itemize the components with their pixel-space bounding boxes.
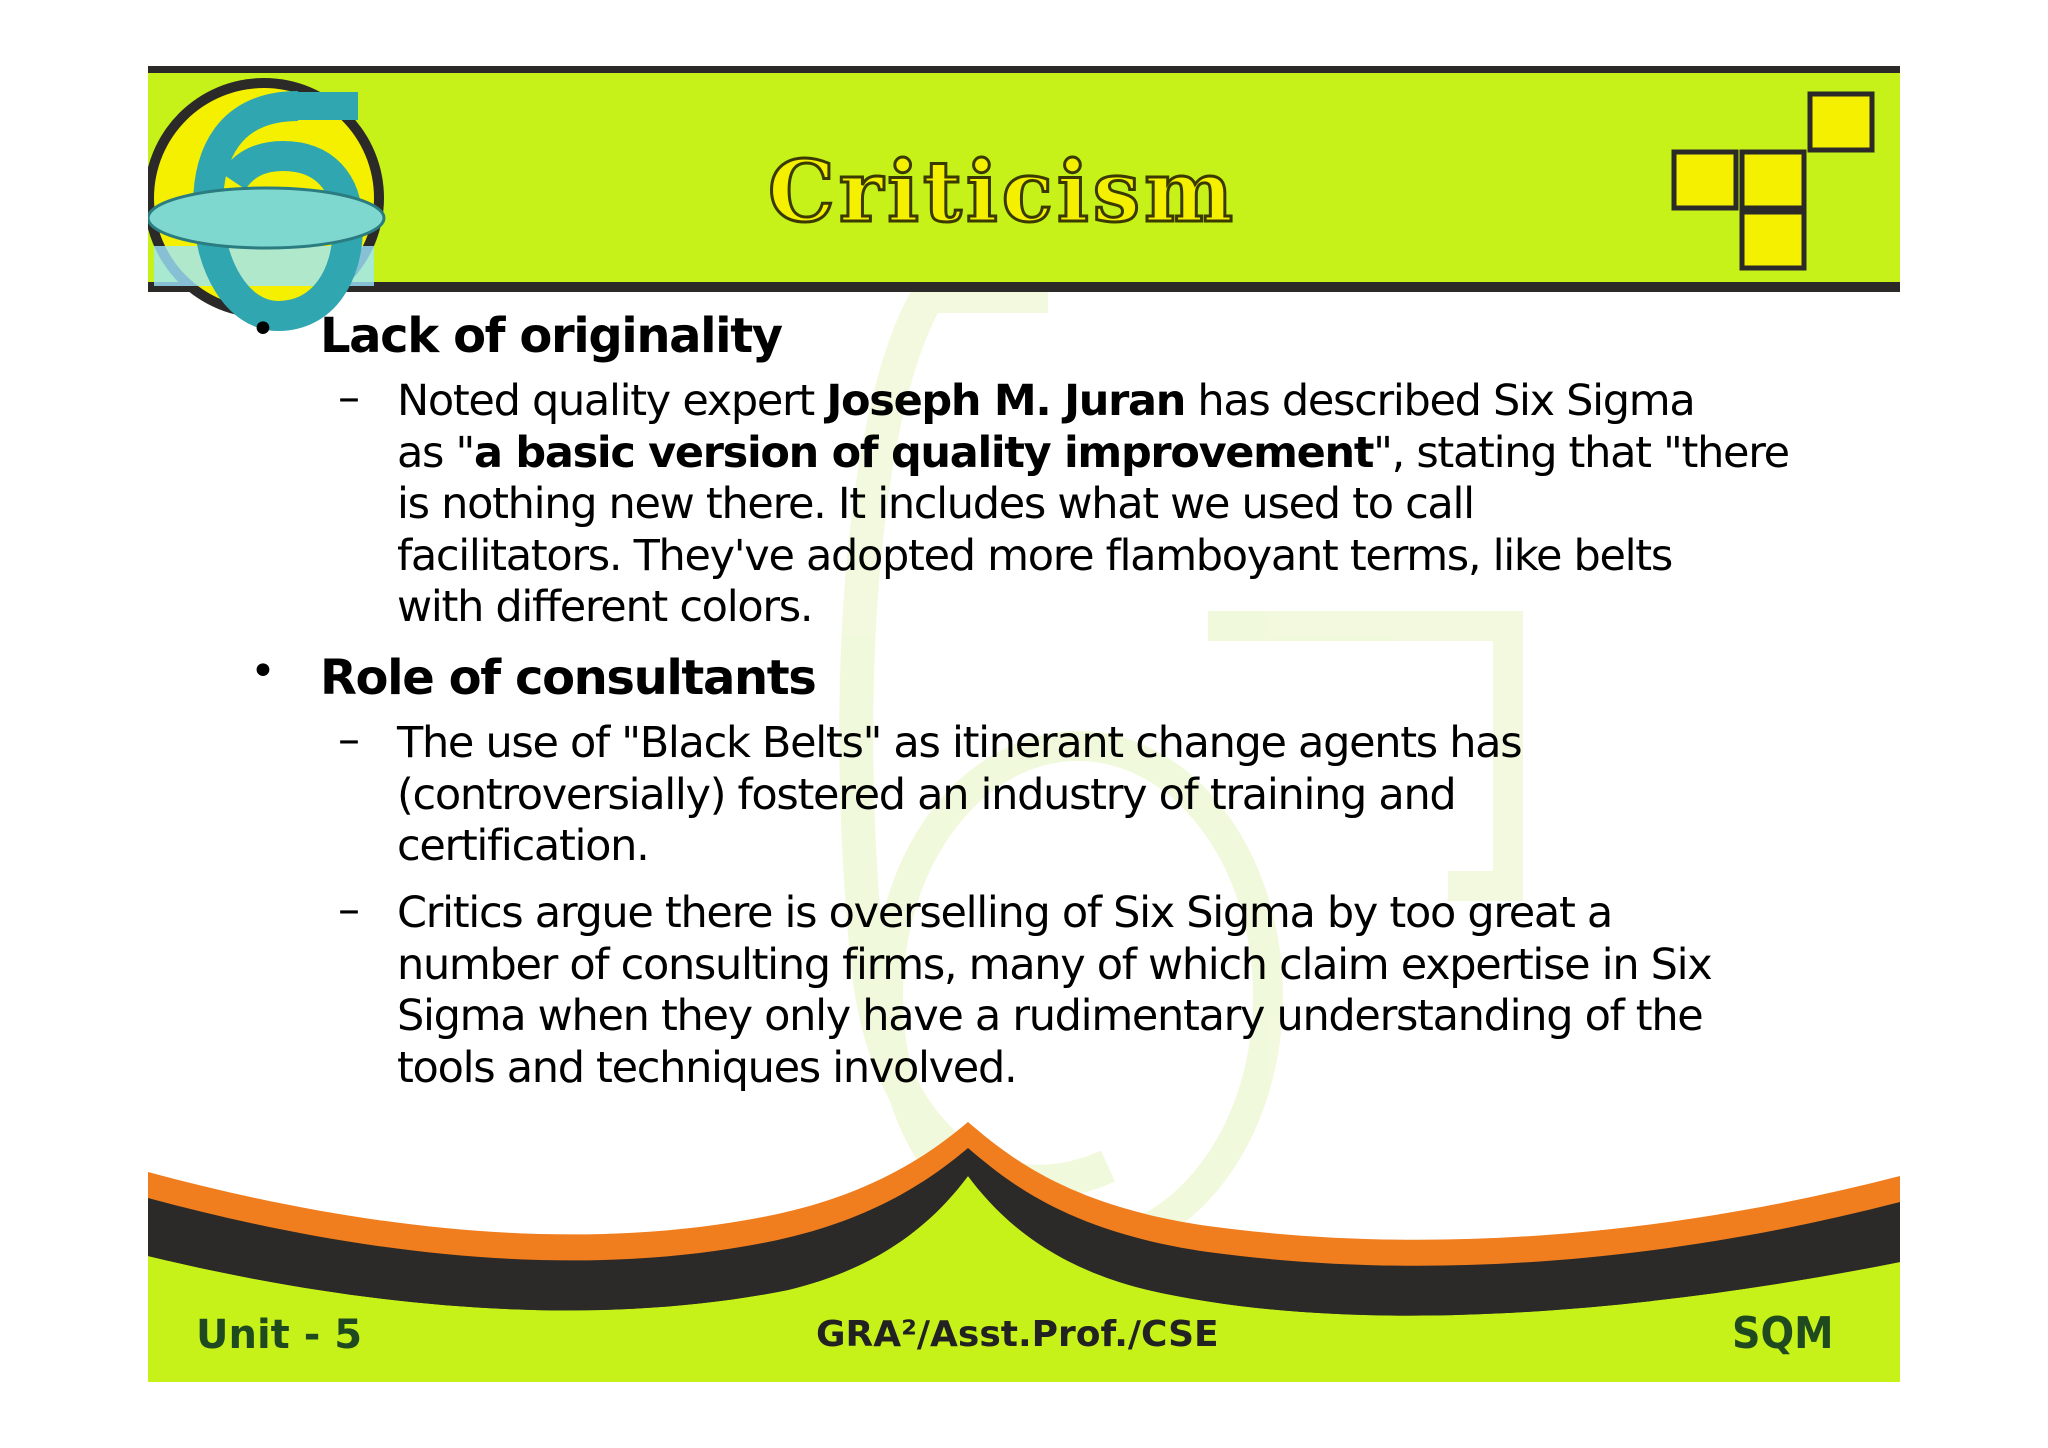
sub-bullet-line: is nothing new there. It includes what we used to call: [397, 479, 1474, 529]
bullet-marker: •: [250, 304, 276, 355]
sub-bullet-line: Critics argue there is overselling of Six Sigma by too great a: [397, 888, 1612, 938]
sub-bullet-line: The use of "Black Belts" as itinerant change agents has: [397, 718, 1522, 768]
bullet-heading: Lack of originality: [320, 308, 782, 364]
bullet-marker: •: [250, 646, 276, 697]
slide-title: Criticism: [768, 142, 1237, 241]
sub-bullet-line: tools and techniques involved.: [397, 1042, 1017, 1093]
emphasis-text: Joseph M. Juran: [826, 376, 1186, 426]
sub-bullet-line: Noted quality expert Joseph M. Juran has described Six Sigma: [397, 376, 1695, 426]
sub-bullet-line: (controversially) fostered an industry of training and: [397, 769, 1456, 820]
footer-course: SQM: [1732, 1308, 1834, 1359]
slide: [148, 66, 1900, 1382]
emphasis-text: a basic version of quality improvement: [474, 427, 1374, 478]
sub-bullet-line: number of consulting firms, many of which claim expertise in Six: [397, 939, 1712, 990]
sub-bullet-dash: –: [338, 372, 360, 423]
sub-bullet-line: as "a basic version of quality improvement", stating that "there: [397, 427, 1789, 478]
slide-content: [148, 66, 1900, 1382]
sub-bullet-dash: –: [338, 714, 360, 765]
sub-bullet-line: Sigma when they only have a rudimentary understanding of the: [397, 991, 1703, 1041]
sub-bullet-line: facilitators. They've adopted more flamboyant terms, like belts: [397, 530, 1672, 581]
sub-bullet-line: with different colors.: [397, 582, 813, 632]
sub-bullet-dash: –: [338, 884, 360, 935]
footer-unit: Unit - 5: [196, 1312, 363, 1358]
bullet-heading: Role of consultants: [320, 650, 816, 706]
sub-bullet-line: certification.: [397, 821, 649, 871]
footer-author: GRA²/Asst.Prof./CSE: [816, 1314, 1219, 1355]
